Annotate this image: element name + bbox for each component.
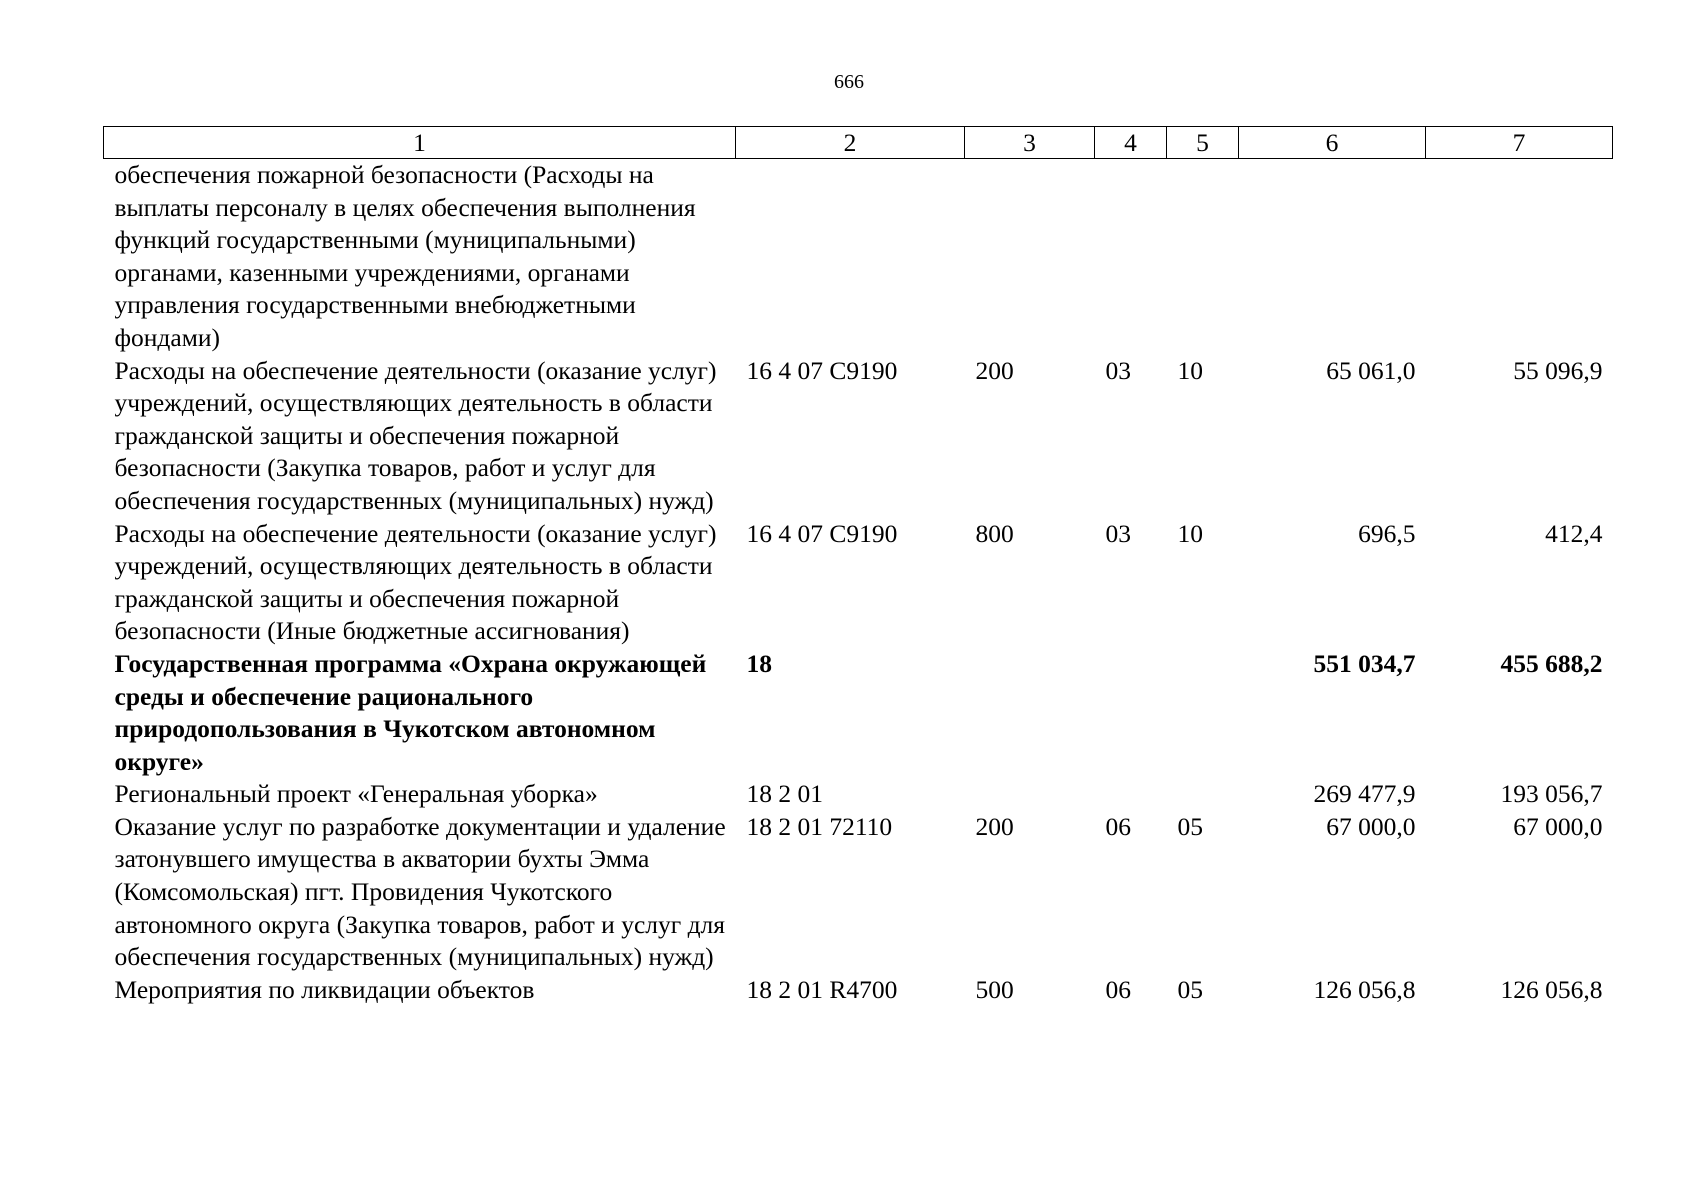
row-amount-planned xyxy=(1239,159,1426,355)
row-amount-executed: 412,4 xyxy=(1545,518,1603,548)
row-name: обеспечения пожарной безопасности (Расходы на выплаты персоналу в целях обеспечения выполнения функций государственными (муниципальными) органами, казенными учреждениями, органами управления государственными внебюджетными фондами) xyxy=(114,160,696,352)
row-expense-type: 800 xyxy=(975,518,1014,548)
header-row xyxy=(104,127,1613,159)
row-target-article: 18 2 01 R4700 xyxy=(746,974,898,1004)
table-row xyxy=(104,811,1613,974)
row-expense-type: 200 xyxy=(975,355,1014,385)
row-name: Региональный проект «Генеральная уборка» xyxy=(114,779,598,809)
row-expense-type xyxy=(965,159,1095,355)
row-name: Расходы на обеспечение деятельности (оказание услуг) учреждений, осуществляющих деятельность в области гражданской защиты и обеспечения пожарной безопасности (Закупка товаров, работ и услуг для обеспечения государственных (муниципальных) нужд) xyxy=(114,355,717,515)
table-row xyxy=(104,159,1613,355)
row-section xyxy=(1095,159,1167,355)
row-target-article: 18 xyxy=(746,648,772,678)
header-col-6: 6 xyxy=(1239,127,1426,159)
row-name: Мероприятия по ликвидации объектов xyxy=(114,974,535,1004)
row-amount-planned: 67 000,0 xyxy=(1326,811,1416,841)
row-expense-type xyxy=(965,648,1095,778)
row-subsection xyxy=(1167,778,1239,811)
row-subsection: 05 xyxy=(1177,811,1203,841)
row-amount-planned: 696,5 xyxy=(1358,518,1416,548)
header-col-1: 1 xyxy=(104,127,736,159)
row-subsection: 10 xyxy=(1177,518,1203,548)
table-header xyxy=(104,127,1613,159)
row-section: 03 xyxy=(1105,518,1131,548)
header-col-3: 3 xyxy=(965,127,1095,159)
row-amount-executed: 126 056,8 xyxy=(1500,974,1603,1004)
header-col-7: 7 xyxy=(1426,127,1613,159)
row-amount-planned: 65 061,0 xyxy=(1326,355,1416,385)
row-target-article xyxy=(736,159,965,355)
row-target-article: 16 4 07 С9190 xyxy=(746,355,898,385)
budget-table xyxy=(103,126,1613,1006)
row-amount-executed: 193 056,7 xyxy=(1500,779,1603,809)
row-name: Оказание услуг по разработке документации и удаление затонувшего имущества в акватории бухты Эмма (Комсомольская) пгт. Провидения Чукотского автономного округа (Закупка товаров, работ и услуг для обеспечения государственных (муниципальных) нужд) xyxy=(114,811,726,972)
header-col-2: 2 xyxy=(736,127,965,159)
row-amount-executed: 55 096,9 xyxy=(1513,355,1603,385)
table-row xyxy=(104,518,1613,648)
row-target-article: 18 2 01 72110 xyxy=(746,811,893,841)
row-section: 06 xyxy=(1105,811,1131,841)
table-row xyxy=(104,778,1613,811)
header-col-4: 4 xyxy=(1095,127,1167,159)
row-section: 03 xyxy=(1105,355,1131,385)
row-subsection xyxy=(1167,648,1239,778)
table-row xyxy=(104,974,1613,1007)
row-section xyxy=(1095,648,1167,778)
row-expense-type: 200 xyxy=(975,811,1014,841)
row-amount-executed: 455 688,2 xyxy=(1500,648,1603,678)
table-row-program xyxy=(104,648,1613,778)
page-number: 666 xyxy=(834,71,864,93)
row-section: 06 xyxy=(1105,974,1131,1004)
row-subsection xyxy=(1167,159,1239,355)
row-target-article: 16 4 07 С9190 xyxy=(746,518,898,548)
row-name: Расходы на обеспечение деятельности (оказание услуг) учреждений, осуществляющих деятельность в области гражданской защиты и обеспечения пожарной безопасности (Иные бюджетные ассигнования) xyxy=(114,518,717,646)
table-body xyxy=(104,159,1613,1007)
header-col-5: 5 xyxy=(1167,127,1239,159)
row-amount-planned: 269 477,9 xyxy=(1313,779,1416,809)
row-name: Государственная программа «Охрана окружающей среды и обеспечение рационального природопользования в Чукотском автономном округе» xyxy=(114,648,707,776)
row-amount-executed xyxy=(1426,159,1613,355)
row-expense-type xyxy=(965,778,1095,811)
row-subsection: 05 xyxy=(1177,974,1203,1004)
row-amount-executed: 67 000,0 xyxy=(1513,811,1603,841)
table-row xyxy=(104,355,1613,518)
row-section xyxy=(1095,778,1167,811)
row-expense-type: 500 xyxy=(975,974,1014,1004)
row-target-article: 18 2 01 xyxy=(746,779,823,809)
row-amount-planned: 551 034,7 xyxy=(1313,648,1416,678)
row-amount-planned: 126 056,8 xyxy=(1313,974,1416,1004)
row-subsection: 10 xyxy=(1177,355,1203,385)
